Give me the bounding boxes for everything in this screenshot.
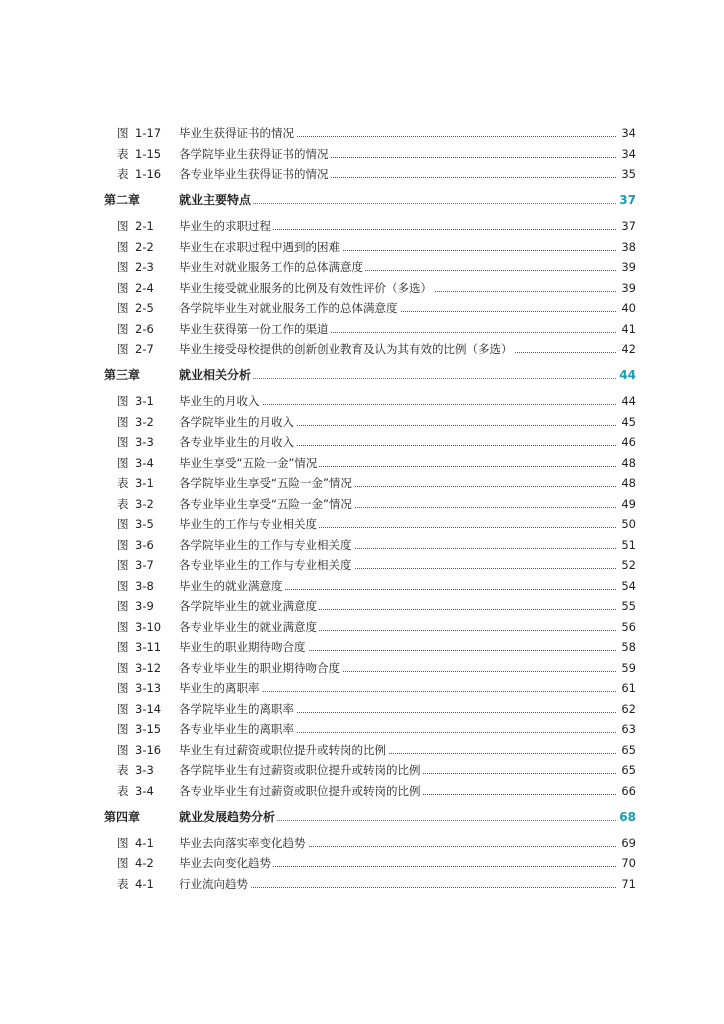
entry-number: 1-15 (135, 146, 162, 161)
page-number: 65 (621, 763, 636, 777)
toc-entry[interactable] (0, 279, 724, 297)
page-number: 62 (621, 701, 636, 716)
entry-prefix: 图 (117, 619, 129, 634)
entry-title: 毕业生获得第一份工作的渠道 (179, 321, 329, 336)
page-number: 34 (621, 126, 636, 140)
page-number: 61 (621, 681, 636, 695)
toc-entry[interactable] (0, 413, 724, 431)
entry-number: 3-2 (135, 414, 154, 429)
entry-title: 各学院毕业生享受“五险一金”情况 (179, 476, 352, 490)
entry-title: 毕业生的月收入 (179, 394, 260, 408)
page-number: 52 (621, 558, 636, 572)
toc-chapter-entry[interactable] (0, 191, 724, 209)
entry-number: 3-4 (135, 455, 154, 470)
entry-number: 2-4 (135, 280, 154, 295)
entry-title: 毕业去向变化趋势 (179, 856, 271, 870)
entry-number: 3-11 (135, 640, 162, 654)
entry-title: 毕业去向落实率变化趋势 (179, 835, 306, 850)
entry-prefix: 图 (117, 558, 129, 572)
entry-prefix: 图 (117, 239, 129, 254)
entry-number: 4-2 (135, 856, 154, 870)
entry-number: 4-1 (135, 876, 154, 891)
page-number: 66 (621, 783, 636, 798)
toc-chapter-entry[interactable] (0, 808, 724, 826)
entry-number: 3-3 (135, 763, 154, 777)
toc-entry[interactable] (0, 638, 724, 656)
toc-entry[interactable] (0, 258, 724, 276)
page-number: 46 (621, 435, 636, 449)
entry-prefix: 图 (117, 342, 129, 356)
entry-title: 行业流向趋势 (179, 876, 248, 891)
page-number: 56 (621, 619, 636, 634)
entry-number: 1-16 (135, 167, 162, 181)
entry-number: 1-17 (135, 126, 162, 140)
toc-entry[interactable] (0, 875, 724, 893)
page-number: 58 (621, 640, 636, 654)
entry-prefix: 图 (117, 578, 129, 593)
page-number: 38 (621, 239, 636, 254)
toc-entry[interactable] (0, 165, 724, 183)
page-number: 69 (621, 835, 636, 850)
entry-number: 3-4 (135, 783, 154, 798)
page-number: 70 (621, 856, 636, 870)
entry-prefix: 图 (117, 394, 129, 408)
entry-title: 毕业生接受母校提供的创新创业教育及认为其有效的比例（多选） (179, 342, 513, 356)
entry-number: 3-16 (135, 742, 162, 757)
entry-prefix: 图 (117, 742, 129, 757)
entry-prefix: 表 (117, 496, 129, 511)
entry-title: 毕业生在求职过程中遇到的困难 (179, 239, 340, 254)
entry-prefix: 图 (117, 435, 129, 449)
page-number: 44 (619, 368, 636, 382)
entry-title: 毕业生对就业服务工作的总体满意度 (179, 260, 363, 274)
entry-title: 各学院毕业生的就业满意度 (179, 599, 317, 613)
entry-title: 就业相关分析 (179, 368, 252, 382)
chapter-label: 第四章 (104, 809, 141, 824)
toc-entry[interactable] (0, 577, 724, 595)
entry-title: 各专业毕业生的就业满意度 (179, 619, 317, 634)
page-number: 54 (621, 578, 636, 593)
entry-title: 毕业生的求职过程 (179, 219, 271, 233)
entry-number: 3-1 (135, 394, 154, 408)
entry-title: 毕业生的就业满意度 (179, 578, 283, 593)
entry-prefix: 图 (117, 722, 129, 736)
toc-entry[interactable] (0, 556, 724, 574)
entry-prefix: 表 (117, 876, 129, 891)
page-number: 37 (621, 219, 636, 233)
page-number: 65 (621, 742, 636, 757)
toc-entry[interactable] (0, 320, 724, 338)
toc-entry[interactable] (0, 854, 724, 872)
entry-title: 各学院毕业生的月收入 (179, 414, 294, 429)
toc-entry[interactable] (0, 454, 724, 472)
entry-title: 毕业生获得证书的情况 (179, 126, 294, 140)
entry-title: 各专业毕业生有过薪资或职位提升或转岗的比例 (179, 783, 421, 798)
page-number: 35 (621, 167, 636, 181)
entry-title: 各学院毕业生有过薪资或职位提升或转岗的比例 (179, 763, 421, 777)
toc-entry[interactable] (0, 340, 724, 358)
toc-entry[interactable] (0, 217, 724, 235)
page-number: 63 (621, 722, 636, 736)
entry-prefix: 图 (117, 260, 129, 274)
entry-number: 2-1 (135, 219, 154, 233)
entry-number: 3-2 (135, 496, 154, 511)
entry-prefix: 图 (117, 640, 129, 654)
toc-entry[interactable] (0, 597, 724, 615)
page-number: 34 (621, 146, 636, 161)
entry-prefix: 图 (117, 414, 129, 429)
entry-prefix: 表 (117, 763, 129, 777)
entry-number: 2-2 (135, 239, 154, 254)
toc-entry[interactable] (0, 238, 724, 256)
page-number: 39 (621, 260, 636, 274)
page-number: 51 (621, 537, 636, 552)
entry-number: 3-13 (135, 681, 162, 695)
entry-number: 3-6 (135, 537, 154, 552)
page-number: 48 (621, 476, 636, 490)
entry-number: 3-1 (135, 476, 154, 490)
entry-title: 各学院毕业生的离职率 (179, 701, 294, 716)
toc-entry[interactable] (0, 474, 724, 492)
entry-prefix: 表 (117, 783, 129, 798)
entry-number: 3-3 (135, 435, 154, 449)
entry-number: 3-15 (135, 722, 162, 736)
entry-title: 就业主要特点 (179, 193, 252, 207)
entry-number: 2-7 (135, 342, 154, 356)
entry-number: 3-9 (135, 599, 154, 613)
entry-title: 各学院毕业生的工作与专业相关度 (179, 537, 352, 552)
page-number: 59 (621, 660, 636, 675)
entry-title: 各专业毕业生的工作与专业相关度 (179, 558, 352, 572)
entry-title: 各学院毕业生对就业服务工作的总体满意度 (179, 301, 398, 315)
toc-entry[interactable] (0, 299, 724, 317)
entry-prefix: 图 (117, 321, 129, 336)
toc-entry[interactable] (0, 433, 724, 451)
page-number: 42 (621, 342, 636, 356)
entry-title: 毕业生有过薪资或职位提升或转岗的比例 (179, 742, 386, 757)
toc-entry[interactable] (0, 782, 724, 800)
entry-prefix: 图 (117, 537, 129, 552)
entry-prefix: 表 (117, 146, 129, 161)
toc-entry[interactable] (0, 515, 724, 533)
entry-prefix: 图 (117, 599, 129, 613)
entry-prefix: 图 (117, 455, 129, 470)
toc-entry[interactable] (0, 761, 724, 779)
entry-title: 各专业毕业生的职业期待吻合度 (179, 660, 340, 675)
page-number: 55 (621, 599, 636, 613)
page-number: 71 (621, 876, 636, 891)
entry-number: 3-12 (135, 660, 162, 675)
entry-title: 各专业毕业生享受“五险一金”情况 (179, 496, 352, 511)
toc-entry[interactable] (0, 834, 724, 852)
entry-prefix: 图 (117, 280, 129, 295)
entry-title: 毕业生的职业期待吻合度 (179, 640, 306, 654)
page-number: 41 (621, 321, 636, 336)
entry-prefix: 表 (117, 167, 129, 181)
entry-title: 各专业毕业生的离职率 (179, 722, 294, 736)
toc-entry[interactable] (0, 720, 724, 738)
entry-number: 3-10 (135, 619, 162, 634)
entry-title: 各专业毕业生的月收入 (179, 435, 294, 449)
chapter-label: 第三章 (104, 368, 141, 382)
entry-prefix: 图 (117, 856, 129, 870)
toc-entry[interactable] (0, 536, 724, 554)
entry-prefix: 图 (117, 660, 129, 675)
entry-number: 2-3 (135, 260, 154, 274)
entry-number: 3-5 (135, 517, 154, 531)
toc-entry[interactable] (0, 700, 724, 718)
entry-prefix: 图 (117, 835, 129, 850)
toc-entry[interactable] (0, 495, 724, 513)
entry-title: 毕业生享受“五险一金”情况 (179, 455, 318, 470)
page-number: 40 (621, 301, 636, 315)
page-number: 45 (621, 414, 636, 429)
entry-number: 2-6 (135, 321, 154, 336)
entry-number: 3-14 (135, 701, 162, 716)
toc-entry[interactable] (0, 679, 724, 697)
toc-entry[interactable] (0, 741, 724, 759)
entry-prefix: 图 (117, 681, 129, 695)
entry-title: 毕业生接受就业服务的比例及有效性评价（多选） (179, 280, 432, 295)
page-number: 44 (621, 394, 636, 408)
page-number: 68 (619, 809, 636, 824)
toc-chapter-entry[interactable] (0, 366, 724, 384)
entry-prefix: 图 (117, 126, 129, 140)
toc-entry[interactable] (0, 145, 724, 163)
page-number: 48 (621, 455, 636, 470)
entry-number: 3-7 (135, 558, 154, 572)
toc-entry[interactable] (0, 659, 724, 677)
entry-prefix: 图 (117, 517, 129, 531)
entry-title: 毕业生的离职率 (179, 681, 260, 695)
entry-prefix: 图 (117, 301, 129, 315)
entry-title: 各专业毕业生获得证书的情况 (179, 167, 329, 181)
entry-prefix: 图 (117, 219, 129, 233)
toc-entry[interactable] (0, 618, 724, 636)
entry-number: 2-5 (135, 301, 154, 315)
entry-number: 4-1 (135, 835, 154, 850)
chapter-label: 第二章 (104, 193, 141, 207)
entry-prefix: 图 (117, 701, 129, 716)
page-number: 37 (619, 193, 636, 207)
entry-title: 毕业生的工作与专业相关度 (179, 517, 317, 531)
page-number: 39 (621, 280, 636, 295)
entry-number: 3-8 (135, 578, 154, 593)
page-number: 49 (621, 496, 636, 511)
entry-title: 各学院毕业生获得证书的情况 (179, 146, 329, 161)
entry-prefix: 表 (117, 476, 129, 490)
entry-title: 就业发展趋势分析 (179, 809, 276, 824)
toc-entry[interactable] (0, 124, 724, 142)
page-number: 50 (621, 517, 636, 531)
toc-entry[interactable] (0, 392, 724, 410)
